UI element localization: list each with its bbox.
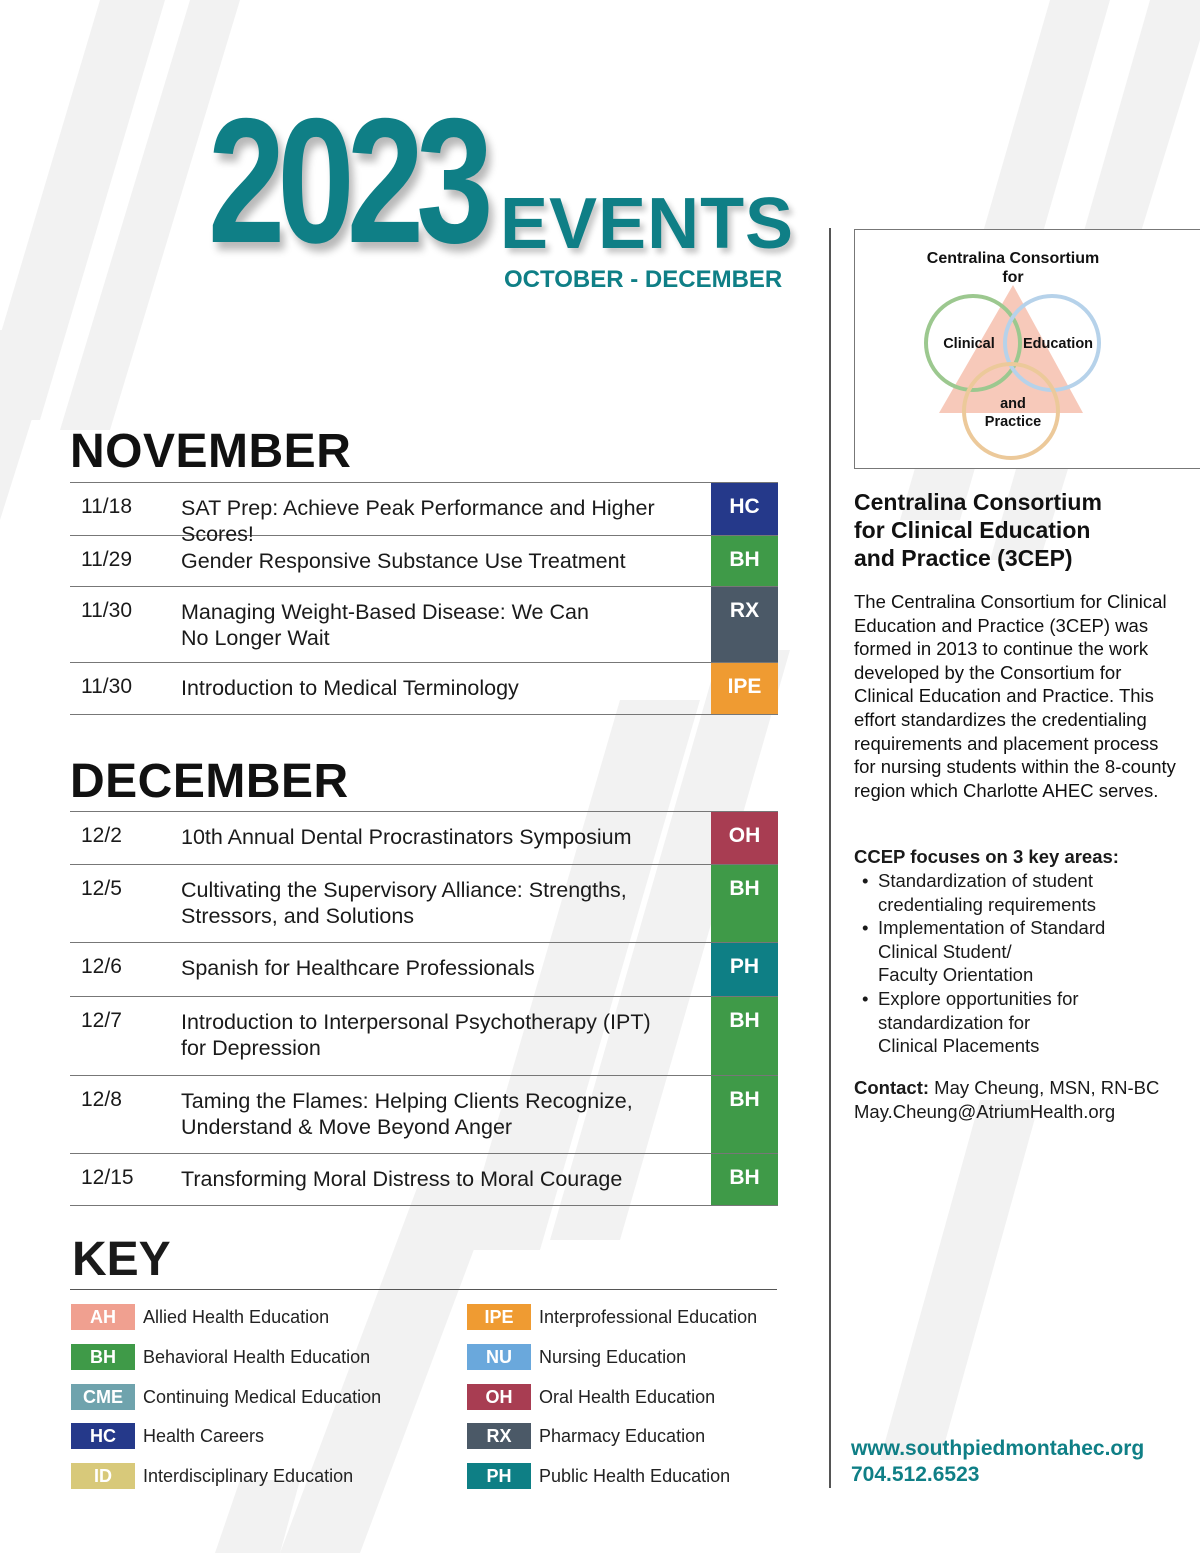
event-row (70, 663, 778, 715)
key-item-ipe (467, 1304, 757, 1330)
event-title: Introduction to Medical Terminology (181, 676, 519, 700)
key-label: Oral Health Education (539, 1386, 716, 1407)
key-label: Interdisciplinary Education (143, 1465, 354, 1486)
event-date: 12/2 (81, 824, 122, 847)
sidebar-paragraph: The Centralina Consortium for Clinical Education and Practice (3CEP) was formed in 2013 to continue the work developed by the Consortium for Clinical Education and Practice. This effort standardizes the credentialing requirements and placement process for nursing students within the 8-county region which Charlotte AHEC serves. (854, 591, 1176, 801)
event-date: 12/8 (81, 1088, 122, 1111)
event-row (70, 587, 778, 663)
key-item-id (71, 1463, 353, 1489)
phone-number: 704.512.6523 (851, 1463, 980, 1486)
december-table (70, 811, 778, 1206)
key-item-cme (71, 1384, 381, 1410)
event-date: 11/30 (81, 599, 132, 622)
key-chip: BH (71, 1344, 135, 1370)
focus-item: • Standardization of student credentialing requirements (862, 869, 1182, 916)
december-heading: DECEMBER (70, 755, 349, 808)
year-heading: 2023 (208, 81, 486, 280)
event-date: 12/15 (81, 1166, 134, 1189)
consortium-logo (854, 229, 1200, 469)
event-date: 11/18 (81, 495, 132, 518)
contact-label: Contact: (854, 1077, 930, 1098)
column-divider (829, 228, 831, 1488)
category-badge: OH (711, 812, 778, 864)
key-chip: OH (467, 1384, 531, 1410)
event-date: 12/5 (81, 877, 122, 900)
category-badge: IPE (711, 663, 778, 714)
key-item-nu (467, 1344, 686, 1370)
key-chip: CME (71, 1384, 135, 1410)
november-table (70, 482, 778, 715)
event-date: 11/30 (81, 675, 132, 698)
key-chip: NU (467, 1344, 531, 1370)
venn-diagram (855, 230, 1200, 470)
key-divider (70, 1289, 777, 1290)
sidebar-heading: Centralina Consortium for Clinical Education and Practice (3CEP) (854, 489, 1102, 571)
event-title: SAT Prep: Achieve Peak Performance and Higher Scores! (181, 496, 655, 546)
key-chip: ID (71, 1463, 135, 1489)
key-chip: RX (467, 1423, 531, 1449)
event-title: Introduction to Interpersonal Psychotherapy (IPT) for Depression (181, 1010, 651, 1060)
key-item-hc (71, 1423, 264, 1449)
category-badge: BH (711, 997, 778, 1075)
contact-block (854, 1076, 1159, 1123)
key-item-bh (71, 1344, 370, 1370)
event-row (70, 1076, 778, 1154)
event-row (70, 812, 778, 865)
key-item-rx (467, 1423, 705, 1449)
key-item-ph (467, 1463, 730, 1489)
key-label: Continuing Medical Education (143, 1386, 382, 1407)
key-label: Nursing Education (539, 1346, 687, 1367)
key-label: Public Health Education (539, 1465, 731, 1486)
event-title: Gender Responsive Substance Use Treatment (181, 549, 626, 573)
event-title: Spanish for Healthcare Professionals (181, 956, 535, 980)
key-label: Interprofessional Education (539, 1306, 758, 1327)
category-badge: PH (711, 943, 778, 996)
key-item-ah (71, 1304, 329, 1330)
contact-email[interactable]: May.Cheung@AtriumHealth.org (854, 1100, 1116, 1122)
key-label: Health Careers (143, 1425, 265, 1446)
category-badge: RX (711, 587, 778, 662)
logo-line1: Centralina Consortium (926, 250, 1100, 267)
focus-item: • Explore opportunities for standardization for Clinical Placements (862, 987, 1182, 1058)
category-badge: BH (711, 1076, 778, 1153)
event-date: 12/7 (81, 1009, 122, 1032)
event-row (70, 997, 778, 1076)
focus-title: CCEP focuses on 3 key areas: (854, 846, 1119, 867)
focus-item: • Implementation of Standard Clinical Student/ Faculty Orientation (862, 916, 1182, 987)
website-link[interactable]: www.southpiedmontahec.org (851, 1437, 1145, 1460)
category-badge: BH (711, 865, 778, 942)
event-row (70, 483, 778, 546)
event-row (70, 943, 778, 997)
category-badge: BH (711, 1154, 778, 1205)
date-range: OCTOBER - DECEMBER (504, 266, 783, 293)
event-row (70, 1154, 778, 1206)
logo-education: Education (1022, 336, 1094, 352)
event-title: Managing Weight-Based Disease: We Can No Longer Wait (181, 600, 589, 650)
key-item-oh (467, 1384, 715, 1410)
footer-contact (851, 1436, 1144, 1488)
event-date: 11/29 (81, 548, 132, 571)
logo-clinical: Clinical (943, 336, 995, 352)
event-row (70, 536, 778, 587)
event-title: Cultivating the Supervisory Alliance: Strengths, Stressors, and Solutions (181, 878, 627, 928)
event-title: Transforming Moral Distress to Moral Courage (181, 1167, 623, 1191)
key-label: Behavioral Health Education (143, 1346, 371, 1367)
event-title: Taming the Flames: Helping Clients Recognize, Understand & Move Beyond Anger (181, 1089, 633, 1139)
events-heading: EVENTS (500, 184, 795, 264)
logo-line2: for (1002, 269, 1024, 286)
key-chip: PH (467, 1463, 531, 1489)
contact-name: May Cheung, MSN, RN-BC (929, 1077, 1160, 1098)
event-row (70, 865, 778, 943)
logo-and: and (1000, 396, 1026, 412)
event-date: 12/6 (81, 955, 122, 978)
key-chip: IPE (467, 1304, 531, 1330)
key-chip: HC (71, 1423, 135, 1449)
key-heading: KEY (72, 1233, 171, 1286)
november-heading: NOVEMBER (70, 425, 352, 478)
event-title: 10th Annual Dental Procrastinators Symposium (181, 825, 632, 849)
category-badge: BH (711, 536, 778, 586)
key-chip: AH (71, 1304, 135, 1330)
focus-list (862, 869, 1182, 1058)
logo-practice: Practice (984, 414, 1042, 430)
key-label: Allied Health Education (143, 1306, 330, 1327)
key-label: Pharmacy Education (539, 1425, 706, 1446)
category-badge: HC (711, 483, 778, 535)
